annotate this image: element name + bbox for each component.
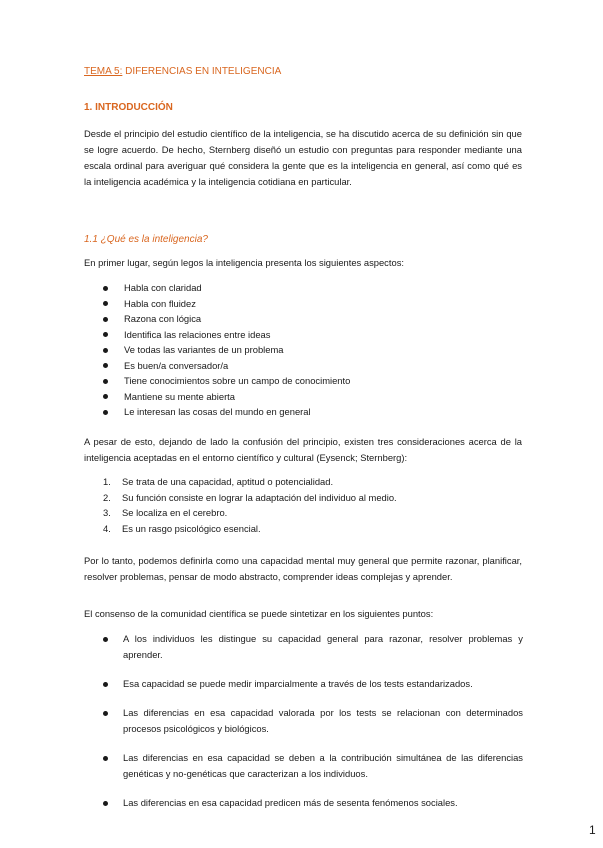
bullet-icon xyxy=(103,394,108,399)
subsection-heading-que-es: 1.1 ¿Qué es la inteligencia? xyxy=(84,234,208,245)
intro-paragraph: Desde el principio del estudio científico de la inteligencia, se ha discutido acerca de su definición sin que se logre acuerdo. De hecho, Sternberg diseñó un estudio con preguntas para responder mediante una escala ordinal para averiguar qué considera la gente que es la inteligencia en general, así como qué es la inteligencia académica y la inteligencia cotidiana en particular. xyxy=(84,128,522,187)
list-item: Le interesan las cosas del mundo en general xyxy=(103,404,350,420)
bullet-icon xyxy=(103,637,108,642)
list-item: A los individuos les distingue su capacidad general para razonar, resolver problemas y aprender. xyxy=(103,631,523,663)
document-title xyxy=(84,66,281,77)
list-item: Tiene conocimientos sobre un campo de conocimiento xyxy=(103,373,350,389)
list-item: 1. Se trata de una capacidad, aptitud o potencialidad. xyxy=(103,476,334,487)
bullet-icon xyxy=(103,317,108,322)
title-prefix: TEMA 5: xyxy=(84,66,123,77)
bullet-icon xyxy=(103,348,108,353)
list-item: Las diferencias en esa capacidad predicen más de sesenta fenómenos sociales. xyxy=(103,795,523,811)
bullet-icon xyxy=(103,410,108,415)
bullet-icon xyxy=(103,756,108,761)
bullet-icon xyxy=(103,301,108,306)
bullet-icon xyxy=(103,801,108,806)
list-item: 2. Su función consiste en lograr la adaptación del individuo al medio. xyxy=(103,491,397,503)
list-item: Las diferencias en esa capacidad valorada por los tests se relacionan con determinados procesos psicológicos y biológicos. xyxy=(103,705,523,737)
list-item: Razona con lógica xyxy=(103,311,350,327)
aspects-list xyxy=(103,280,350,420)
aspects-intro: En primer lugar, según legos la inteligencia presenta los siguientes aspectos: xyxy=(84,257,404,268)
list-item: Identifica las relaciones entre ideas xyxy=(103,327,350,343)
section-heading-introduccion: 1. INTRODUCCIÓN xyxy=(84,102,173,113)
bullet-icon xyxy=(103,363,108,368)
bullet-icon xyxy=(103,682,108,687)
list-item: 4. Es un rasgo psicológico esencial. xyxy=(103,522,261,534)
title-rest: DIFERENCIAS EN INTELIGENCIA xyxy=(122,66,282,77)
consensus-list xyxy=(103,631,523,811)
list-item: Las diferencias en esa capacidad se deben a la contribución simultánea de las diferencias genéticas y no-genéticas que caracterizan a los individuos. xyxy=(103,750,523,782)
list-item: Mantiene su mente abierta xyxy=(103,389,350,405)
consensus-intro: El consenso de la comunidad científica se puede sintetizar en los siguientes puntos: xyxy=(84,608,434,619)
bullet-icon xyxy=(103,286,108,291)
list-item: Habla con fluidez xyxy=(103,296,350,312)
definition-paragraph: Por lo tanto, podemos definirla como una capacidad mental muy general que permite razonar, planificar, resolver problemas, pensar de modo abstracto, comprender ideas complejas y aprender. xyxy=(84,555,522,582)
list-item: 3. Se localiza en el cerebro. xyxy=(103,507,228,518)
list-item: Es buen/a conversador/a xyxy=(103,358,350,374)
considerations-list xyxy=(103,474,397,536)
considerations-paragraph: A pesar de esto, dejando de lado la confusión del principio, existen tres consideraciones acerca de la inteligencia aceptadas en el entorno científico y cultural (Eysenck; Sternberg): xyxy=(84,436,522,463)
bullet-icon xyxy=(103,711,108,716)
page-number: 1 xyxy=(589,823,596,837)
list-item: Esa capacidad se puede medir imparcialmente a través de los tests estandarizados. xyxy=(103,676,523,692)
list-item: Ve todas las variantes de un problema xyxy=(103,342,350,358)
bullet-icon xyxy=(103,379,108,384)
list-item: Habla con claridad xyxy=(103,280,350,296)
bullet-icon xyxy=(103,332,108,337)
